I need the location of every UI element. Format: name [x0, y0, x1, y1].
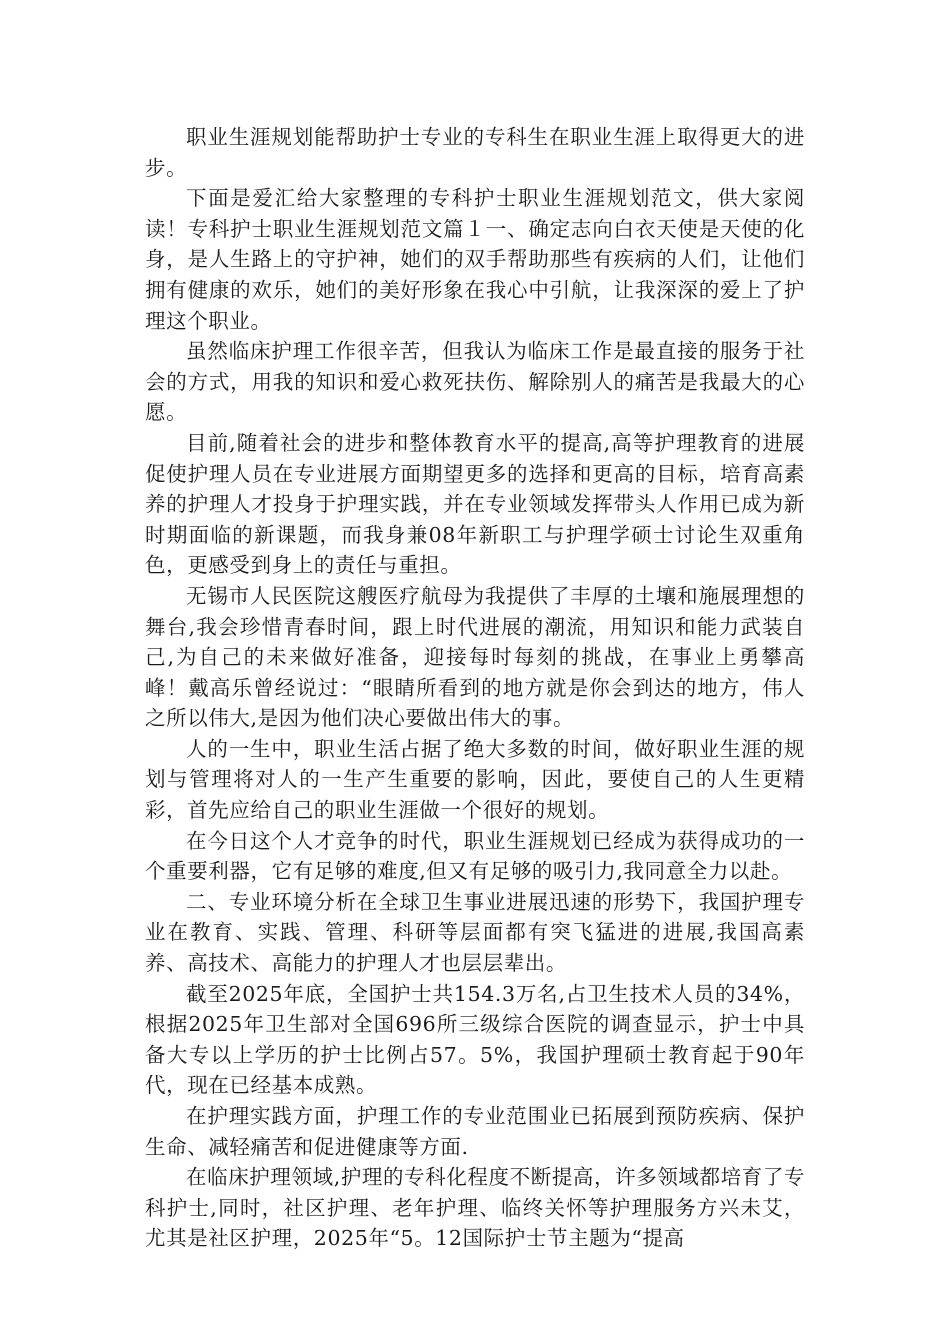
paragraph-10: 在护理实践方面，护理工作的专业范围业已拓展到预防疾病、保护生命、减轻痛苦和促进健康等方面.	[145, 1104, 805, 1159]
paragraph-5: 无锡市人民医院这艘医疗航母为我提供了丰厚的土壤和施展理想的舞台,我会珍惜青春时间，跟上时代进展的潮流，用知识和能力武装自己,为自己的未来做好准备，迎接每时每刻的挑战，在事业上勇攀高峰！戴高乐曾经说过：“眼睛所看到的地方就是你会到达的地方，伟人之所以伟大,是因为他们决心要做出伟大的事。	[145, 583, 805, 731]
paragraph-9: 截至2025年底，全国护士共154.3万名,占卫生技术人员的34%，根据2025年卫生部对全国696所三级综合医院的调查显示，护士中具备大专以上学历的护士比例占57。5%，我国护理硕士教育起于90年代，现在已经基本成熟。	[145, 981, 805, 1098]
paragraph-1: 职业生涯规划能帮助护士专业的专科生在职业生涯上取得更大的进步。	[145, 125, 805, 180]
paragraph-11: 在临床护理领域,护理的专科化程度不断提高，许多领域都培育了专科护士,同时，社区护理、老年护理、临终关怀等护理服务方兴未艾，尤其是社区护理，2025年“5。12国际护士节主题为“提高	[145, 1165, 806, 1251]
paragraph-4: 目前,随着社会的进步和整体教育水平的提高,高等护理教育的进展促使护理人员在专业进展方面期望更多的选择和更高的目标，培育高素养的护理人才投身于护理实践，并在专业领域发挥带头人作用已成为新时期面临的新课题，而我身兼08年新职工与护理学硕士讨论生双重角色，更感受到身上的责任与重担。	[145, 430, 805, 578]
paragraph-2: 下面是爱汇给大家整理的专科护士职业生涯规划范文，供大家阅读！专科护士职业生涯规划范文篇１一、确定志向白衣天使是天使的化身，是人生路上的守护神，她们的双手帮助那些有疾病的人们，让他们拥有健康的欢乐，她们的美好形象在我心中引航，让我深深的爱上了护理这个职业。	[145, 186, 805, 333]
paragraph-6: 人的一生中，职业生活占据了绝大多数的时间，做好职业生涯的规划与管理将对人的一生产生重要的影响，因此，要使自己的人生更精彩，首先应给自己的职业生涯做一个很好的规划。	[145, 736, 805, 823]
document-body	[145, 122, 805, 1254]
paragraph-8: 二、专业环境分析在全球卫生事业进展迅速的形势下，我国护理专业在教育、实践、管理、科研等层面都有突飞猛进的进展,我国高素养、高技术、高能力的护理人才也层层辈出。	[145, 889, 805, 976]
paragraph-3: 虽然临床护理工作很辛苦，但我认为临床工作是最直接的服务于社会的方式，用我的知识和爱心救死扶伤、解除别人的痛苦是我最大的心愿。	[145, 339, 805, 425]
paragraph-7: 在今日这个人才竞争的时代，职业生涯规划已经成为获得成功的一个重要利器，它有足够的难度,但又有足够的吸引力,我同意全力以赴。	[145, 828, 805, 884]
